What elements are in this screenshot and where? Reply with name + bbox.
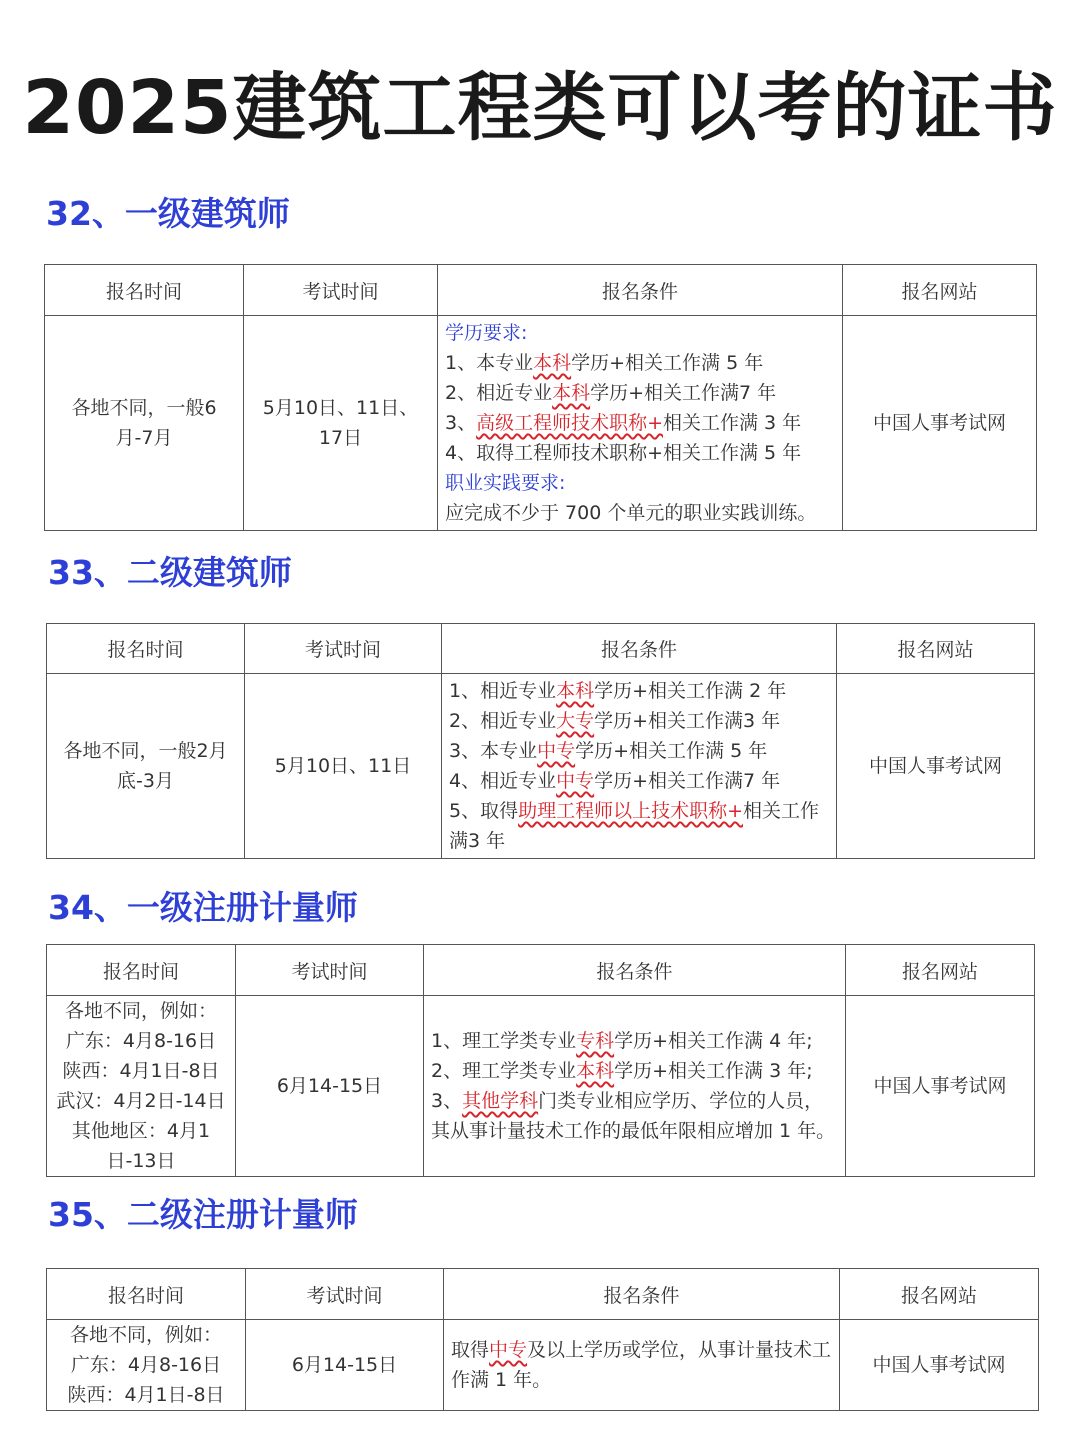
conditions-cell (438, 316, 843, 531)
website-cell: 中国人事考试网 (837, 674, 1035, 859)
highlight-text: 专科 (576, 1030, 615, 1052)
condition-line: 1、相近专业本科学历+相关工作满 2 年 (449, 680, 787, 702)
header-signup-time: 报名时间 (47, 1269, 246, 1320)
table-35 (46, 1268, 1039, 1411)
header-website: 报名网站 (837, 624, 1035, 674)
header-signup-time: 报名时间 (45, 265, 244, 316)
table-row (47, 996, 1035, 1177)
signup-line: 其他地区：4月1日-13日 (71, 1120, 211, 1172)
practice-requirement-label: 职业实践要求: (445, 472, 566, 494)
header-website: 报名网站 (846, 945, 1035, 996)
header-website: 报名网站 (843, 265, 1037, 316)
highlight-text: 其他学科 (462, 1090, 539, 1112)
signup-line: 广东：4月8-16日 (65, 1030, 217, 1052)
conditions-cell (424, 996, 846, 1177)
highlight-text: 本科 (552, 382, 591, 404)
signup-time-cell (47, 1320, 246, 1411)
table-header-row (45, 265, 1037, 316)
conditions-cell (442, 674, 837, 859)
exam-time-cell: 5月10日、11日、17日 (244, 316, 438, 531)
table-row (45, 316, 1037, 531)
signup-time-cell: 各地不同，一般6月-7月 (45, 316, 244, 531)
condition-line: 取得中专及以上学历或学位，从事计量技术工作满 1 年。 (451, 1339, 832, 1391)
practice-requirement-text: 应完成不少于 700 个单元的职业实践训练。 (445, 502, 817, 524)
highlight-text: 中专 (489, 1339, 528, 1361)
condition-line: 5、取得助理工程师以上技术职称+相关工作满3 年 (449, 800, 820, 852)
header-conditions: 报名条件 (438, 265, 843, 316)
signup-line: 各地不同，例如： (64, 1000, 217, 1022)
signup-time-cell: 各地不同，一般2月底-3月 (47, 674, 245, 859)
condition-line: 4、相近专业中专学历+相关工作满7 年 (449, 770, 781, 792)
signup-line: 广东：4月8-16日 (70, 1354, 222, 1376)
header-conditions: 报名条件 (444, 1269, 840, 1320)
table-header-row (47, 624, 1035, 674)
exam-time-cell: 6月14-15日 (246, 1320, 444, 1411)
header-exam-time: 考试时间 (246, 1269, 444, 1320)
highlight-text: 本科 (576, 1060, 615, 1082)
condition-line: 3、本专业中专学历+相关工作满 5 年 (449, 740, 768, 762)
signup-line: 各地不同，例如： (69, 1324, 222, 1346)
signup-line: 陕西：4月1日-8日 (67, 1384, 225, 1406)
highlight-text: 中专 (556, 770, 595, 792)
page-title: 2025建筑工程类可以考的证书 (22, 65, 1058, 151)
website-cell: 中国人事考试网 (846, 996, 1035, 1177)
header-conditions: 报名条件 (424, 945, 846, 996)
condition-line: 3、其他学科门类专业相应学历、学位的人员，其从事计量技术工作的最低年限相应增加 1 年。 (431, 1090, 836, 1142)
education-requirement-label: 学历要求: (445, 322, 528, 344)
highlight-text: 本科 (556, 680, 595, 702)
condition-line: 3、高级工程师技术职称+相关工作满 3 年 (445, 412, 802, 434)
condition-line: 1、理工学类专业专科学历+相关工作满 4 年; (431, 1030, 813, 1052)
highlight-text: 大专 (556, 710, 595, 732)
signup-time-cell (47, 996, 236, 1177)
section-heading-33: 33、二级建筑师 (48, 553, 292, 592)
condition-line: 1、本专业本科学历+相关工作满 5 年 (445, 352, 764, 374)
header-website: 报名网站 (840, 1269, 1039, 1320)
header-exam-time: 考试时间 (236, 945, 424, 996)
highlight-text: 本科 (533, 352, 572, 374)
exam-time-cell: 6月14-15日 (236, 996, 424, 1177)
header-exam-time: 考试时间 (244, 265, 438, 316)
header-signup-time: 报名时间 (47, 945, 236, 996)
section-heading-32: 32、一级建筑师 (46, 194, 290, 233)
table-row (47, 674, 1035, 859)
highlight-text: 高级工程师技术职称+ (476, 412, 664, 434)
table-32 (44, 264, 1037, 531)
condition-line: 4、取得工程师技术职称+相关工作满 5 年 (445, 442, 802, 464)
website-cell: 中国人事考试网 (840, 1320, 1039, 1411)
website-cell: 中国人事考试网 (843, 316, 1037, 531)
table-33 (46, 623, 1035, 859)
section-heading-34: 34、一级注册计量师 (48, 888, 358, 927)
table-header-row (47, 1269, 1039, 1320)
exam-time-cell: 5月10日、11日 (245, 674, 442, 859)
header-exam-time: 考试时间 (245, 624, 442, 674)
header-signup-time: 报名时间 (47, 624, 245, 674)
condition-line: 2、相近专业本科学历+相关工作满7 年 (445, 382, 777, 404)
signup-line: 陕西：4月1日-8日 (62, 1060, 220, 1082)
conditions-cell (444, 1320, 840, 1411)
condition-line: 2、相近专业大专学历+相关工作满3 年 (449, 710, 781, 732)
highlight-text: 助理工程师以上技术职称+ (518, 800, 744, 822)
table-34 (46, 944, 1035, 1177)
condition-line: 2、理工学类专业本科学历+相关工作满 3 年; (431, 1060, 813, 1082)
header-conditions: 报名条件 (442, 624, 837, 674)
signup-line: 武汉：4月2日-14日 (56, 1090, 226, 1112)
section-heading-35: 35、二级注册计量师 (48, 1195, 358, 1234)
table-row (47, 1320, 1039, 1411)
highlight-text: 中专 (537, 740, 576, 762)
table-header-row (47, 945, 1035, 996)
